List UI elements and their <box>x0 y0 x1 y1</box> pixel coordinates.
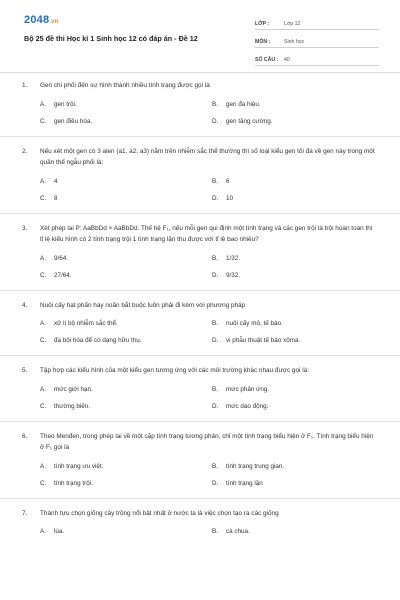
option-letter: C. <box>40 479 47 487</box>
question-text-row <box>20 508 380 520</box>
answer-option[interactable] <box>212 480 384 488</box>
question-divider <box>0 136 400 137</box>
option-text: nuôi cấy mô, tế bào. <box>226 320 283 327</box>
question-item <box>20 146 380 214</box>
question-item <box>20 223 380 291</box>
question-item <box>20 508 380 537</box>
option-letter: A. <box>40 177 46 185</box>
option-letter: B. <box>212 254 218 262</box>
meta-label: LỚP : <box>255 21 270 27</box>
option-text: 9/64. <box>54 254 69 262</box>
meta-label: SỐ CÂU : <box>255 57 279 63</box>
question-divider <box>0 290 400 291</box>
option-text: 8 <box>54 194 58 202</box>
option-letter: A. <box>40 385 46 393</box>
question-divider <box>0 498 400 499</box>
answer-options <box>40 255 380 280</box>
option-letter: B. <box>212 100 218 108</box>
answer-options <box>40 528 380 536</box>
option-text: 4 <box>54 177 58 185</box>
answer-option[interactable] <box>212 403 384 411</box>
logo-main-text: 2048 <box>24 14 50 26</box>
question-text-row <box>20 365 380 377</box>
question-stem: Gen chi phối đến sự hình thành nhiều tính trạng được gọi là <box>40 82 210 89</box>
question-number: 1. <box>22 82 28 89</box>
option-letter: A. <box>40 462 46 470</box>
question-number: 6. <box>22 432 28 440</box>
answer-option[interactable] <box>212 272 384 280</box>
option-text: thường biến. <box>54 402 91 410</box>
answer-option[interactable] <box>40 118 212 126</box>
site-logo[interactable] <box>24 14 59 26</box>
meta-value: 40 <box>284 57 290 63</box>
option-letter: C. <box>40 337 47 344</box>
option-letter: C. <box>40 402 47 410</box>
option-letter: D. <box>212 117 219 125</box>
option-text: gen trội. <box>54 100 77 108</box>
option-letter: B. <box>212 462 218 470</box>
question-divider <box>0 355 400 356</box>
answer-options <box>40 386 380 411</box>
option-text: 1/32. <box>226 254 241 262</box>
question-item <box>20 80 380 137</box>
header-divider <box>0 72 400 73</box>
option-text: cà chua. <box>226 528 250 535</box>
option-text: vi phẫu thuật tế bào xôma. <box>226 337 301 344</box>
question-text-row <box>20 431 380 454</box>
answer-option[interactable] <box>40 255 212 263</box>
question-stem: Xét phép lai P: AaBbDd × AaBbDd. Thế hệ F₁, nếu mỗi gen qui định một tính trạng và các gen trội là trội hoàn toàn thì tỉ lệ kiểu hình có 2 tính trạng trội 1 tính trạng lặn thu được với tỉ lệ bao nhiêu? <box>40 224 373 243</box>
logo-tld-text: .vn <box>49 19 59 25</box>
meta-row-subject <box>255 32 379 48</box>
question-divider <box>0 213 400 214</box>
answer-option[interactable] <box>212 337 384 345</box>
question-number: 7. <box>22 509 28 517</box>
option-text: mức giới hạn. <box>54 385 93 393</box>
question-list <box>0 80 400 536</box>
answer-option[interactable] <box>212 255 384 263</box>
question-number: 5. <box>22 367 28 374</box>
option-text: 10 <box>226 194 234 202</box>
option-letter: D. <box>212 194 219 202</box>
meta-value: Lớp 12 <box>284 21 301 27</box>
question-number: 4. <box>22 301 28 309</box>
question-text-row <box>20 146 380 169</box>
option-text: gen điều hòa. <box>54 117 93 125</box>
option-letter: B. <box>212 320 218 327</box>
answer-options <box>40 463 380 488</box>
question-stem: Theo Menđen, trong phép lai về một cặp tính trạng tương phản, chỉ một tính trạng biểu hiện ở F₁. Tính trạng biểu hiện ở F₁ gọi là <box>40 432 374 451</box>
option-text: mức dao động. <box>226 402 269 410</box>
exam-meta-table <box>255 14 379 68</box>
option-letter: A. <box>40 320 46 327</box>
option-letter: D. <box>212 402 219 410</box>
question-item <box>20 300 380 357</box>
answer-option[interactable] <box>212 463 384 471</box>
option-text: tính trạng trội. <box>54 479 93 487</box>
question-stem: Nuôi cấy hạt phấn hay noãn bắt buộc luôn phải đi kèm với phương pháp <box>40 301 246 309</box>
answer-option[interactable] <box>40 528 212 536</box>
option-text: gen tăng cường. <box>226 117 273 125</box>
option-letter: A. <box>40 528 46 535</box>
answer-option[interactable] <box>40 403 212 411</box>
option-text: tính trạng lặn <box>226 479 263 487</box>
option-letter: A. <box>40 254 46 262</box>
question-stem: Thành tựu chọn giống cây trồng nổi bật nhất ở nước ta là việc chọn tạo ra các giống <box>40 509 279 517</box>
option-letter: D. <box>212 337 219 344</box>
option-text: tính trạng ưu việt. <box>54 462 104 470</box>
answer-option[interactable] <box>40 195 212 203</box>
answer-options <box>40 178 380 203</box>
option-letter: B. <box>212 528 218 535</box>
answer-option[interactable] <box>40 386 212 394</box>
question-text-row <box>20 80 380 92</box>
answer-option[interactable] <box>40 320 212 328</box>
meta-row-count <box>255 50 379 66</box>
question-stem: Tập hợp các kiểu hình của một kiểu gen tương ứng với các môi trường khác nhau được gọi là: <box>40 367 309 374</box>
answer-option[interactable] <box>40 272 212 280</box>
answer-option[interactable] <box>212 118 384 126</box>
meta-label: MÔN : <box>255 39 271 45</box>
answer-option[interactable] <box>40 463 212 471</box>
option-text: tính trạng trung gian. <box>226 462 285 470</box>
question-divider <box>0 421 400 422</box>
question-number: 2. <box>22 147 28 155</box>
answer-option[interactable] <box>40 480 212 488</box>
meta-value: Sinh học <box>284 39 305 45</box>
question-text-row <box>20 223 380 246</box>
page-header <box>0 0 400 68</box>
answer-option[interactable] <box>212 195 384 203</box>
question-item <box>20 365 380 422</box>
answer-option[interactable] <box>40 337 212 345</box>
question-number: 3. <box>22 224 28 232</box>
option-text: 9/32. <box>226 271 241 279</box>
option-text: xử lí bộ nhiễm sắc thể. <box>54 320 118 327</box>
option-letter: C. <box>40 194 47 202</box>
question-stem: Nếu xét một gen có 3 alen (a1, a2, a3) nằm trên nhiễm sắc thể thường thì số loại kiểu gen tối đa về gen này trong một quần thể ngẫu phối là: <box>40 147 375 166</box>
option-letter: A. <box>40 100 46 108</box>
answer-option[interactable] <box>40 178 212 186</box>
question-item <box>20 431 380 499</box>
answer-options <box>40 101 380 126</box>
option-text: lúa. <box>54 528 65 535</box>
answer-option[interactable] <box>212 320 384 328</box>
question-text-row <box>20 300 380 312</box>
option-text: 27/64. <box>54 271 72 279</box>
answer-option[interactable] <box>212 386 384 394</box>
answer-option[interactable] <box>212 178 384 186</box>
option-letter: D. <box>212 479 219 487</box>
document-title: Bộ 25 đề thi Học kì 1 Sinh học 12 có đáp án - Đề 12 <box>24 34 198 43</box>
option-text: gen đa hiệu. <box>226 100 261 108</box>
option-letter: C. <box>40 271 47 279</box>
answer-option[interactable] <box>212 101 384 109</box>
answer-options <box>40 320 380 345</box>
option-text: đa bội hóa để có dạng hữu thụ. <box>54 337 142 344</box>
option-letter: B. <box>212 177 218 185</box>
answer-option[interactable] <box>40 101 212 109</box>
option-text: 6 <box>226 177 230 185</box>
answer-option[interactable] <box>212 528 384 536</box>
option-letter: B. <box>212 385 218 393</box>
option-text: mức phản ứng. <box>226 385 270 393</box>
option-letter: C. <box>40 117 47 125</box>
meta-row-class <box>255 14 379 30</box>
option-letter: D. <box>212 271 219 279</box>
